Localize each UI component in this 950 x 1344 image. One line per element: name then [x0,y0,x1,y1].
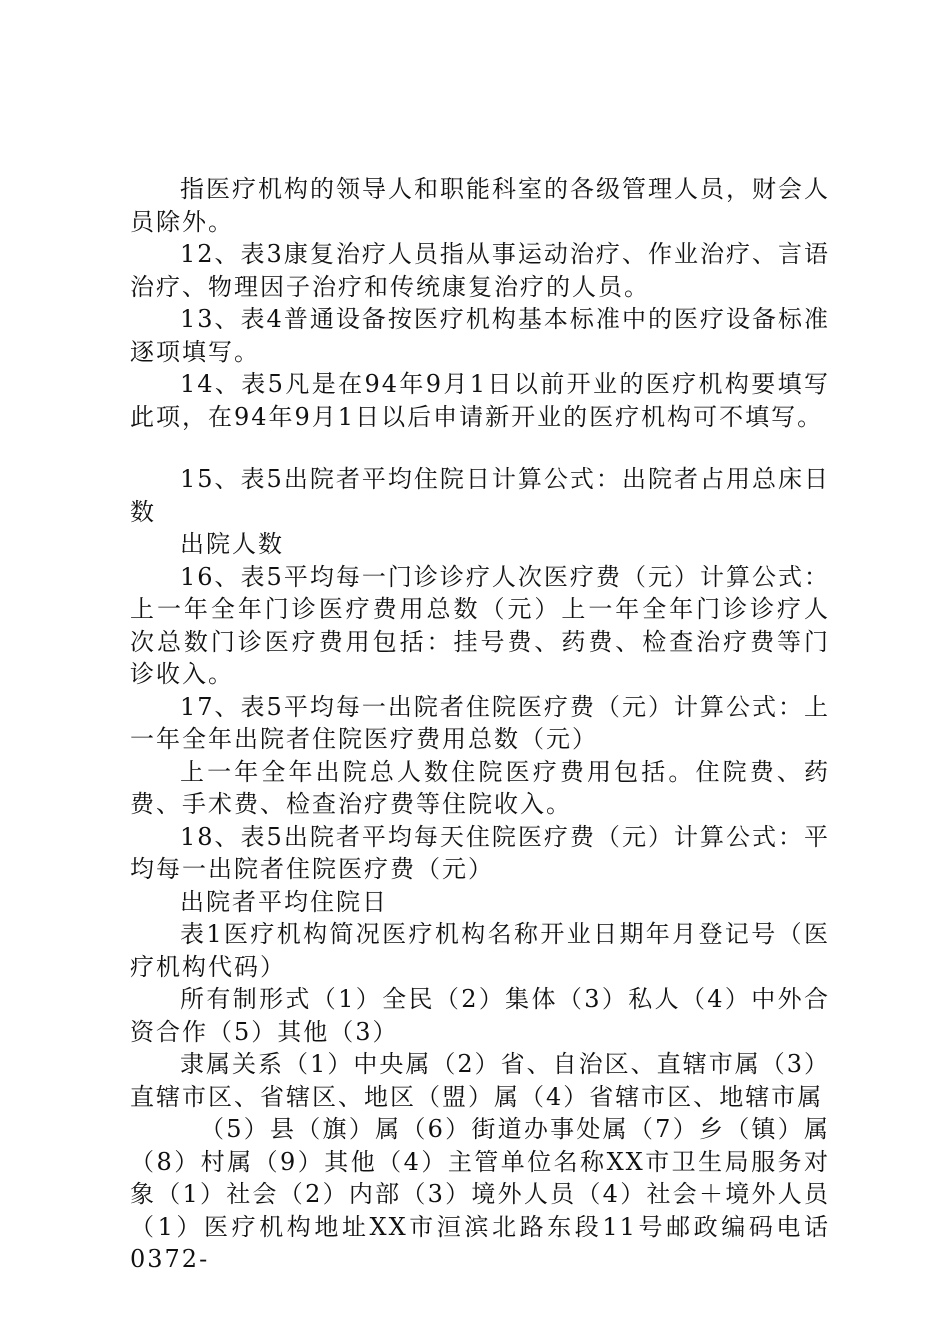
paragraph-affiliation-continued: （5）县（旗）属（6）街道办事处属（7）乡（镇）属（8）村属（9）其他（4）主管单位名称XX市卫生局服务对象（1）社会（2）内部（3）境外人员（4）社会＋境外人员（1）医疗机构地址XX市洹滨北路东段11号邮政编码电话0372- [130,1115,830,1273]
document-body [130,173,830,1276]
paragraph-inpatient-fees: 上一年全年出院总人数住院医疗费用包括。住院费、药费、手术费、检查治疗费等住院收入。 [130,757,830,818]
paragraph-ownership-form: 所有制形式（1）全民（2）集体（3）私人（4）中外合资合作（5）其他（3） [130,985,830,1046]
paragraph-item-14: 14、表5凡是在94年9月1日以前开业的医疗机构要填写此项，在94年9月1日以后申请新开业的医疗机构可不填写。 [130,370,830,431]
paragraph-discharged-count: 出院人数 [180,530,284,558]
paragraph-management-staff: 指医疗机构的领导人和职能科室的各级管理人员，财会人员除外。 [130,175,830,236]
paragraph-average-stay: 出院者平均住院日 [180,887,388,916]
paragraph-item-17: 17、表5平均每一出院者住院医疗费（元）计算公式：上一年全年出院者住院医疗费用总数（元） [130,692,830,753]
paragraph-item-18: 18、表5出院者平均每天住院医疗费（元）计算公式：平均每一出院者住院医疗费（元） [130,822,830,883]
paragraph-affiliation: 隶属关系（1）中央属（2）省、自治区、直辖市属（3）直辖市区、省辖区、地区（盟）属（4）省辖市区、地辖市属 [130,1050,830,1111]
paragraph-gap [130,433,830,463]
paragraph-table-1-overview: 表1医疗机构简况医疗机构名称开业日期年月登记号（医疗机构代码） [130,920,830,981]
paragraph-item-13: 13、表4普通设备按医疗机构基本标准中的医疗设备标准逐项填写。 [130,305,830,366]
paragraph-item-15: 15、表5出院者平均住院日计算公式：出院者占用总床日数 [130,465,830,526]
paragraph-item-12: 12、表3康复治疗人员指从事运动治疗、作业治疗、言语治疗、物理因子治疗和传统康复治疗的人员。 [130,240,830,301]
paragraph-item-16: 16、表5平均每一门诊诊疗人次医疗费（元）计算公式：上一年全年门诊医疗费用总数（元）上一年全年门诊诊疗人次总数门诊医疗费用包括：挂号费、药费、检查治疗费等门诊收入。 [130,562,830,688]
